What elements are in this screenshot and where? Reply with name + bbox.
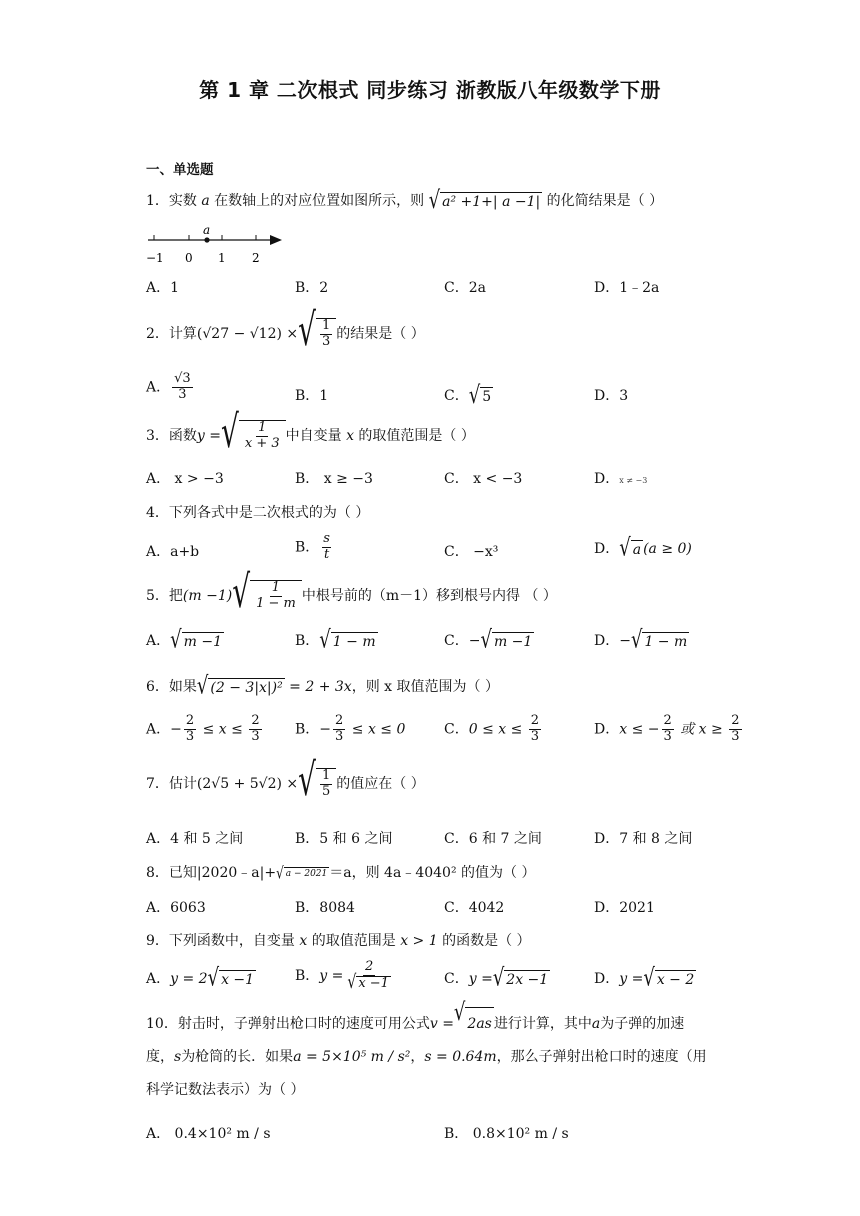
radicand: (2 − 3|x|)² [210,679,283,696]
expr: y = [468,971,493,987]
q-text: 中根号前的（m－1）移到根号内得 （ ） [301,587,557,604]
option-b: B． x ≥ −3 [295,471,373,487]
option-label: B． [295,968,320,985]
option-label: D． [594,971,620,987]
expr: (2√5 + 5√2) × [196,775,299,792]
numerator: √3 [174,371,191,386]
question-number: 4． [146,505,169,521]
numerator: 2 [335,713,344,728]
option-label: A． [146,721,171,738]
option-c: C．y = √ 2x −1 [444,964,549,993]
numerator: 2 [731,713,740,728]
option-d: D．− √ 1 − m [594,626,688,655]
numerator: 2 [251,713,260,728]
sqrt-frac: √ $\frac{1}{1 - m}$ [232,580,302,612]
option-label: A． [146,633,171,649]
numerator: 1 [271,580,281,595]
denominator: 5 [321,783,331,799]
option-label: B． [295,633,320,649]
numerator: 1 [321,768,331,783]
question-number: 2． [146,325,169,342]
option-label: D． [594,471,620,487]
tick-label: 1 [218,251,226,265]
var-x: x [346,427,354,444]
option-a: A．1 [146,280,180,296]
question-1 [146,186,664,215]
option-c: C．2a [444,280,486,296]
expr: ≤ x ≤ [198,721,248,738]
q-text: ，则 x 取值范围为（ ） [351,679,499,695]
numerator: 2 [530,713,540,728]
q-text: ＝a，则 4a﹣4040² 的值为（ ） [329,865,536,881]
radicand: 2as [465,1007,493,1041]
question-number: 10． [146,1016,178,1032]
question-7 [146,753,425,807]
q-text: 的函数是（ ） [437,933,531,949]
q-text: 已知|2020﹣a|+ [168,865,277,881]
option-label: B． [295,539,320,556]
denominator: t [324,546,330,562]
numerator: 2 [663,713,672,728]
var-a: a [201,193,210,209]
option-a: A．a+b [146,544,200,560]
option-b [295,714,405,745]
expr: a² +1+| a −1| [442,193,541,210]
question-8: 8．已知|2020﹣a|+ √ a − 2021 ＝a，则 4a﹣4040² 的值为（ ） [146,863,536,883]
option-label: A． [146,971,171,987]
option-a: A．6063 [146,900,206,916]
point-label: a [203,224,211,237]
option-d [594,714,744,745]
expr: (m −1) [182,587,233,604]
var-s: s [174,1049,182,1065]
denominator: 3 [185,728,195,744]
radicand: m −1 [183,633,222,650]
q-text: 实数 [168,193,202,209]
sign: − [170,721,182,738]
expr: = 2 + 3x [284,679,352,695]
q-text: 的取值范围是 [307,933,401,949]
option-a: A． 0.4×10² m / s [146,1126,271,1142]
question-number: 7． [146,775,169,792]
radicand: 2x −1 [506,971,549,988]
expr: 或 x ≥ [675,721,728,738]
q-text: 的值应在（ ） [336,775,425,792]
option-label: C． [444,388,469,404]
radicand: 1 − m [644,633,688,650]
q-text: ，那么子弹射出枪口时的速度（用 [496,1049,707,1065]
q-text: 函数 [168,427,197,444]
q-text: 科学记数法表示）为（ ） [146,1082,305,1098]
expr: v = [429,1016,454,1032]
tick-label: 2 [252,251,260,265]
radicand: a [632,541,642,558]
q-text: 下列函数中，自变量 [168,933,300,949]
var-a: a [591,1016,601,1032]
radicand: x −1 [358,975,389,991]
option-label: C． [444,971,469,987]
numerator: s [323,531,330,546]
q-text: 为子弹的加速 [600,1016,685,1032]
option-d: D．3 [594,388,629,404]
question-10: 10．射击时，子弹射出枪口时的速度可用公式v = √ 2as 进行计算，其中a为子弹的加速 度，s为枪筒的长．如果a = 5×10⁵ m / s²，s = 0.64m，那么子弹射出枪口时的速度（用 科学记数法表示）为（ ） [146,998,707,1098]
denominator: 3 [530,728,540,744]
expr: ≤ x ≤ 0 [347,721,406,738]
q-text: 中自变量 [285,427,347,444]
option-label: C． [444,721,469,738]
option-b: B．5 和 6 之间 [295,831,393,847]
option-c: C． −x³ [444,544,499,560]
question-3 [146,405,475,459]
q-text: 射击时，子弹射出枪口时的速度可用公式 [177,1016,430,1032]
q-text: 把 [168,587,183,604]
option-d: D．7 和 8 之间 [594,831,693,847]
denominator: 3 [731,728,740,744]
question-9 [146,930,531,950]
q-text: 如果 [168,679,197,695]
option-label: B． [295,721,320,738]
q-text: 的结果是（ ） [336,325,425,342]
option-c [444,714,543,745]
q-text: 计算 [168,325,197,342]
option-label: D． [594,721,620,738]
option-c: C．− √ m −1 [444,626,533,655]
denominator: 3 [321,333,331,349]
option-a [146,372,195,403]
condition: (a ≥ 0) [643,541,692,557]
numerator: 2 [185,713,195,728]
option-d: D．2021 [594,900,655,916]
question-number: 3． [146,427,169,444]
sqrt-frac: √ $\frac{1}{5}$ [298,768,336,800]
option-a: A．y = 2 √ x −1 [146,964,255,993]
option-a [146,714,264,745]
page-title: 第 1 章 二次根式 同步练习 浙教版八年级数学下册 [199,78,661,102]
question-4 [146,502,369,522]
question-number: 9． [146,933,169,949]
option-b: B．8084 [295,900,355,916]
expr: y = [619,971,644,987]
denominator: 3 [335,728,344,744]
sqrt-frac: √ $\frac{1}{3}$ [298,318,336,350]
question-number: 8． [146,865,169,881]
option-b: B．1 [295,388,329,404]
expr: y = [319,968,344,985]
option-label: D． [594,633,620,649]
option-label: D． [594,541,620,557]
q-text: 在数轴上的对应位置如图所示，则 [209,193,429,209]
denominator: 1 − m [256,595,296,611]
q-text: 估计 [168,775,197,792]
option-d: D．1﹣2a [594,280,660,296]
question-2 [146,303,425,357]
denominator: 3 [178,386,187,402]
radicand: x − 2 [656,971,695,988]
radicand: a − 2021 [285,868,328,879]
option-c: C． x < −3 [444,471,523,487]
expr: a = 5×10⁵ m / s² [293,1049,411,1065]
sign: − [468,633,481,649]
option-c: C．4042 [444,900,505,916]
option-a: A． x > −3 [146,471,224,487]
denominator: 3 [251,728,260,744]
expr: x ≤ − [619,721,660,738]
option-b: B．y = 2 √ x −1 [295,959,389,994]
expr: x ≠ −3 [619,476,648,485]
section-heading: 一、单选题 [146,162,214,178]
option-a: A．4 和 5 之间 [146,831,244,847]
sqrt-expr: √ a² +1+| a −1| [428,186,541,215]
option-d: D．y = √ x − 2 [594,964,695,993]
q-text: 为枪筒的长．如果 [181,1049,294,1065]
expr: y = 2 [170,971,208,987]
option-a: A． √ m −1 [146,626,222,655]
q-text: 下列各式中是二次根式的为（ ） [168,505,370,521]
question-number: 5． [146,587,169,604]
question-number: 6． [146,679,169,695]
expr: x > 1 [400,933,438,949]
radicand: 1 − m [332,633,376,650]
option-c: C．6 和 7 之间 [444,831,542,847]
option-d [594,468,647,488]
radicand: 5 [482,388,492,405]
sqrt-frac: √ $\frac{1}{x + 3}$ [221,420,286,452]
option-b: B．2 [295,280,329,296]
numerator: 1 [321,318,331,333]
expr: (√27 − √12) × [196,325,299,342]
question-number: 1． [146,193,169,209]
option-b: B． √ 1 − m [295,626,376,655]
option-c: C． √ 5 [444,381,492,410]
sign: − [619,633,631,649]
q-text: 度， [146,1049,174,1065]
q-text: ， [410,1049,425,1065]
expr: 0 ≤ x ≤ [468,721,527,738]
numerator: 1 [258,420,267,435]
question-6: 6．如果 √ (2 − 3|x|)² = 2 + 3x，则 x 取值范围为（ ） [146,672,499,701]
q-text: 进行计算，其中 [493,1016,592,1032]
question-5 [146,565,557,619]
tick-label: −1 [146,251,164,265]
q-text: 的化简结果是（ ） [542,193,664,209]
expr: y = [196,427,222,444]
denominator: 3 [663,728,672,744]
numerator: 2 [365,959,374,974]
denominator: x + 3 [244,435,280,451]
number-line-figure [146,224,296,268]
sign: − [319,721,332,738]
radicand: x −1 [221,971,255,988]
var-x: x [299,933,308,949]
option-d: D． √ a (a ≥ 0) [594,534,692,563]
option-label: A． [146,379,171,396]
option-label: C． [444,633,469,649]
q-text: 的取值范围是（ ） [353,427,475,444]
tick-label: 0 [185,251,193,265]
option-b [295,532,334,563]
option-b: B． 0.8×10² m / s [444,1126,569,1142]
radicand: m −1 [493,633,533,650]
expr: s = 0.64m [424,1049,497,1065]
